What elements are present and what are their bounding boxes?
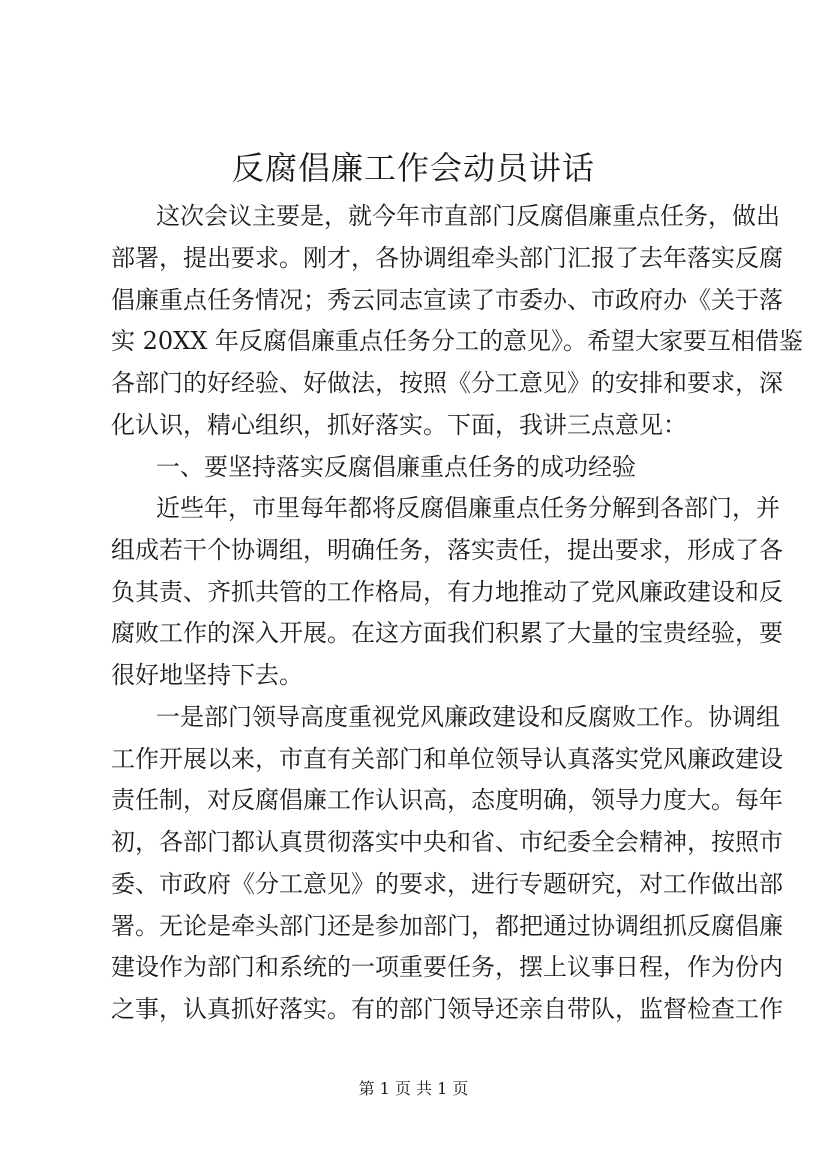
body-line: 委、市政府《分工意见》的要求，进行专题研究，对工作做出部	[111, 870, 783, 898]
body-line: 建设作为部门和系统的一项重要任务，摆上议事日程，作为份内	[111, 953, 783, 981]
section-heading: 一、要坚持落实反腐倡廉重点任务的成功经验	[156, 453, 636, 481]
body-line: 实 20XX 年反腐倡廉重点任务分工的意见》。希望大家要互相借鉴	[111, 327, 803, 355]
page-number-footer: 第 1 页 共 1 页	[358, 1079, 469, 1098]
body-line: 负其责、齐抓共管的工作格局，有力地推动了党风廉政建设和反	[111, 578, 783, 606]
body-line: 部署，提出要求。刚才，各协调组牵头部门汇报了去年落实反腐	[111, 244, 783, 272]
body-line: 这次会议主要是，就今年市直部门反腐倡廉重点任务，做出	[156, 202, 780, 230]
body-line: 倡廉重点任务情况；秀云同志宣读了市委办、市政府办《关于落	[111, 286, 783, 314]
document-title: 反腐倡廉工作会动员讲话	[231, 149, 595, 187]
body-line: 很好地坚持下去。	[111, 661, 303, 689]
body-line: 各部门的好经验、好做法，按照《分工意见》的安排和要求，深	[111, 369, 783, 397]
body-line: 近些年，市里每年都将反腐倡廉重点任务分解到各部门，并	[156, 494, 780, 522]
body-line: 初，各部门都认真贯彻落实中央和省、市纪委全会精神，按照市	[111, 828, 783, 856]
body-line: 腐败工作的深入开展。在这方面我们积累了大量的宝贵经验，要	[111, 619, 783, 647]
body-line: 署。无论是牵头部门还是参加部门，都把通过协调组抓反腐倡廉	[111, 912, 783, 940]
body-line: 工作开展以来，市直有关部门和单位领导认真落实党风廉政建设	[111, 745, 783, 773]
body-line: 一是部门领导高度重视党风廉政建设和反腐败工作。协调组	[156, 703, 780, 731]
body-line: 组成若干个协调组，明确任务，落实责任，提出要求，形成了各	[111, 536, 783, 564]
body-line: 化认识，精心组织，抓好落实。下面，我讲三点意见：	[111, 411, 687, 439]
body-line: 之事，认真抓好落实。有的部门领导还亲自带队，监督检查工作	[111, 995, 783, 1023]
body-line: 责任制，对反腐倡廉工作认识高，态度明确，领导力度大。每年	[111, 786, 783, 814]
